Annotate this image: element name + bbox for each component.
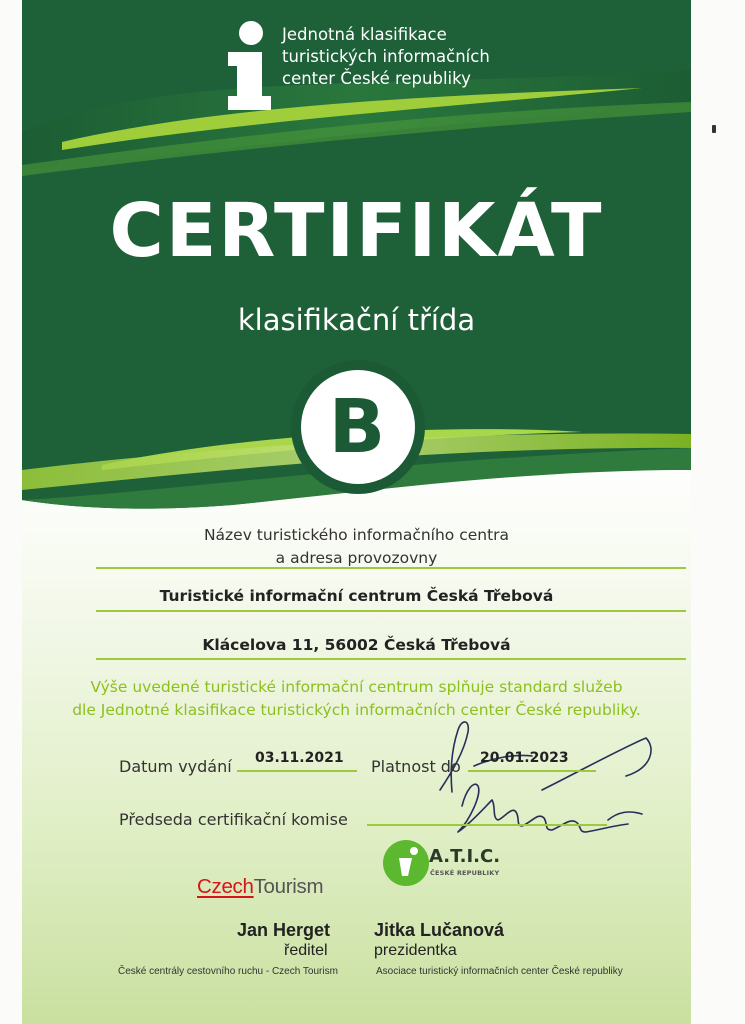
header-text bbox=[282, 24, 490, 90]
center-address: Klácelova 11, 56002 Česká Třebová bbox=[202, 636, 511, 654]
header-line-2: turistických informačních bbox=[282, 47, 490, 66]
certificate-background bbox=[22, 0, 691, 1024]
valid-until-underline bbox=[468, 770, 596, 772]
name-underline bbox=[96, 610, 686, 612]
center-label-line-1: Název turistického informačního centra bbox=[203, 526, 510, 544]
issued-date-underline bbox=[237, 770, 357, 772]
issued-date-label: Datum vydání bbox=[119, 757, 232, 776]
scan-mark bbox=[712, 125, 716, 133]
committee-label: Předseda certifikační komise bbox=[119, 810, 348, 829]
center-name: Turistické informační centrum Česká Třebová bbox=[159, 587, 554, 605]
atic-i-icon bbox=[383, 840, 429, 886]
header-line-1: Jednotná klasifikace bbox=[282, 25, 447, 44]
compliance-statement bbox=[22, 676, 691, 722]
signatory-2-name: Jitka Lučanová bbox=[374, 920, 505, 940]
atic-logo-name: A.T.I.C. bbox=[429, 846, 501, 867]
certificate-subtitle: klasifikační třída bbox=[237, 303, 476, 337]
class-letter: B bbox=[328, 384, 386, 470]
center-label-line-2: a adresa provozovny bbox=[275, 549, 438, 567]
signatory-2-org: Asociace turistický informačních center České republiky bbox=[376, 966, 623, 977]
czechtourism-logo-part1: Czech bbox=[197, 875, 254, 898]
certificate bbox=[22, 0, 691, 1024]
valid-until-value: 20.01.2023 bbox=[480, 750, 569, 766]
atic-logo-sub: ČESKÉ REPUBLIKY bbox=[430, 869, 500, 877]
signatory-1-org: České centrály cestovního ruchu - Czech Tourism bbox=[118, 966, 338, 977]
statement-line-2: dle Jednotné klasifikace turistických informačních center České republiky. bbox=[72, 701, 641, 719]
header-line-3: center České republiky bbox=[282, 69, 471, 88]
czechtourism-logo-part2: Tourism bbox=[253, 875, 324, 898]
label-underline bbox=[96, 567, 686, 569]
statement-line-1: Výše uvedené turistické informační centrum splňuje standard služeb bbox=[90, 678, 623, 696]
signatory-1-name: Jan Herget bbox=[237, 920, 331, 940]
committee-underline bbox=[367, 824, 607, 826]
handwritten-signature bbox=[440, 722, 651, 832]
issued-date-value: 03.11.2021 bbox=[255, 750, 344, 766]
signatory-2-role: prezidentka bbox=[374, 942, 457, 959]
certificate-title: CERTIFIKÁT bbox=[109, 188, 604, 274]
valid-until-label: Platnost do bbox=[371, 757, 461, 776]
address-underline bbox=[96, 658, 686, 660]
signatory-1-role: ředitel bbox=[284, 942, 328, 959]
czechtourism-logo bbox=[197, 875, 323, 899]
